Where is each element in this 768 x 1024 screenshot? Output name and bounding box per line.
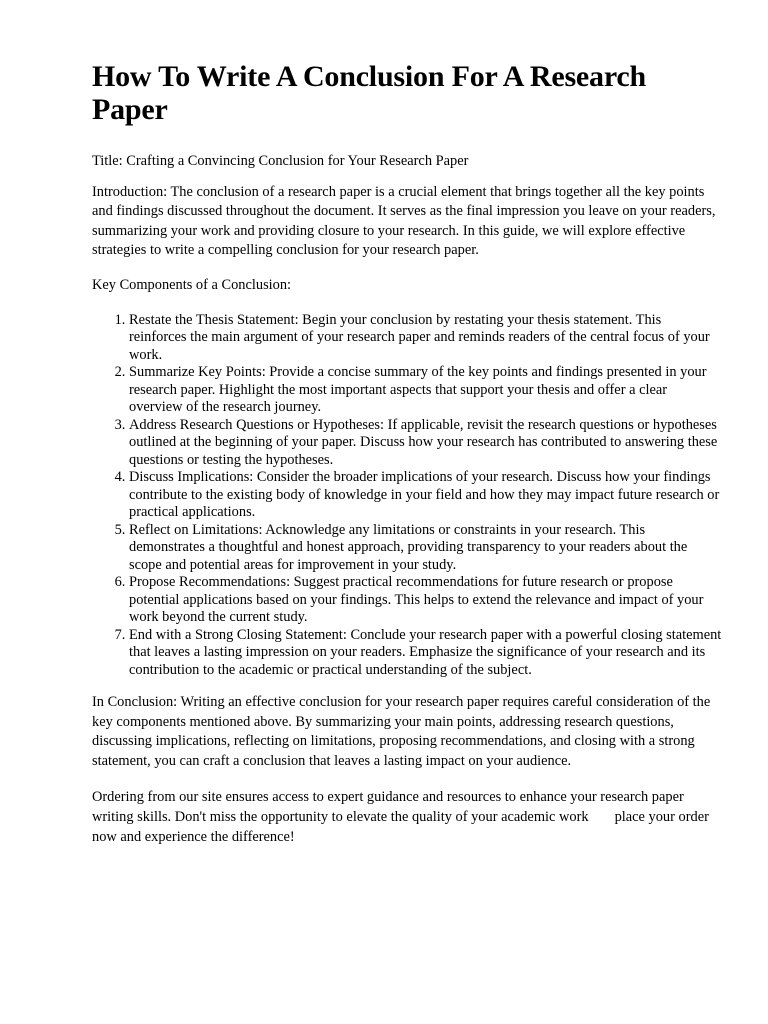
title-line: Title: Crafting a Convincing Conclusion for Your Research Paper: [92, 153, 469, 169]
list-item: 7. End with a Strong Closing Statement: Conclude your research paper with a powerful closing statement that leaves a lasting impression on your readers. Emphasize the significance of your research and its contribution to the academic or practical understanding of the subject.: [129, 627, 722, 680]
ordering-paragraph: [92, 788, 722, 847]
list-item: 4. Discuss Implications: Consider the broader implications of your research. Discuss how your findings contribute to the existing body of knowledge in your field and how they may impact future research or practical applications.: [129, 469, 722, 522]
components-heading: Key Components of a Conclusion:: [92, 276, 292, 293]
document-heading: How To Write A Conclusion For A Research Paper: [92, 60, 647, 126]
ordering-work-word: work: [559, 809, 589, 826]
list-item: 1. Restate the Thesis Statement: Begin your conclusion by restating your thesis statement. This reinforces the main argument of your research paper and reminds readers of the central focus of your work.: [129, 312, 722, 365]
introduction-paragraph: Introduction: The conclusion of a research paper is a crucial element that brings together all the key points and findings discussed throughout the document. It serves as the final impression you leave on your readers, summarizing your work and providing closure to your research. In this guide, we will explore effective strategies to write a compelling conclusion for your research paper.: [92, 183, 716, 259]
list-item: 2. Summarize Key Points: Provide a concise summary of the key points and findings presented in your research paper. Highlight the most important aspects that support your thesis and offer a clear overview of the research journey.: [129, 364, 722, 417]
components-list: [92, 312, 722, 680]
ordering-text: Ordering from our site ensures access to expert guidance and resources to enhance your research paper writing skills. Don't miss the opportunity to elevate the quality of your academic: [92, 789, 684, 826]
list-item: 5. Reflect on Limitations: Acknowledge any limitations or constraints in your research. This demonstrates a thoughtful and honest approach, providing transparency to your readers about the scope and potential areas for improvement in your study.: [129, 522, 722, 575]
in-conclusion-paragraph: In Conclusion: Writing an effective conclusion for your research paper requires careful consideration of the key components mentioned above. By summarizing your main points, addressing research questions, discussing implications, reflecting on limitations, proposing recommendations, and closing with a strong statement, you can craft a conclusion that leaves a lasting impact on your audience.: [92, 694, 711, 769]
ordering-cta: place your order now and experience the difference!: [92, 809, 709, 845]
list-item: 6. Propose Recommendations: Suggest practical recommendations for future research or propose potential applications based on your findings. This helps to extend the relevance and impact of your work beyond the current study.: [129, 574, 722, 627]
list-item: 3. Address Research Questions or Hypotheses: If applicable, revisit the research questions or hypotheses outlined at the beginning of your paper. Discuss how your research has contributed to answering these questions or testing the hypotheses.: [129, 417, 722, 470]
